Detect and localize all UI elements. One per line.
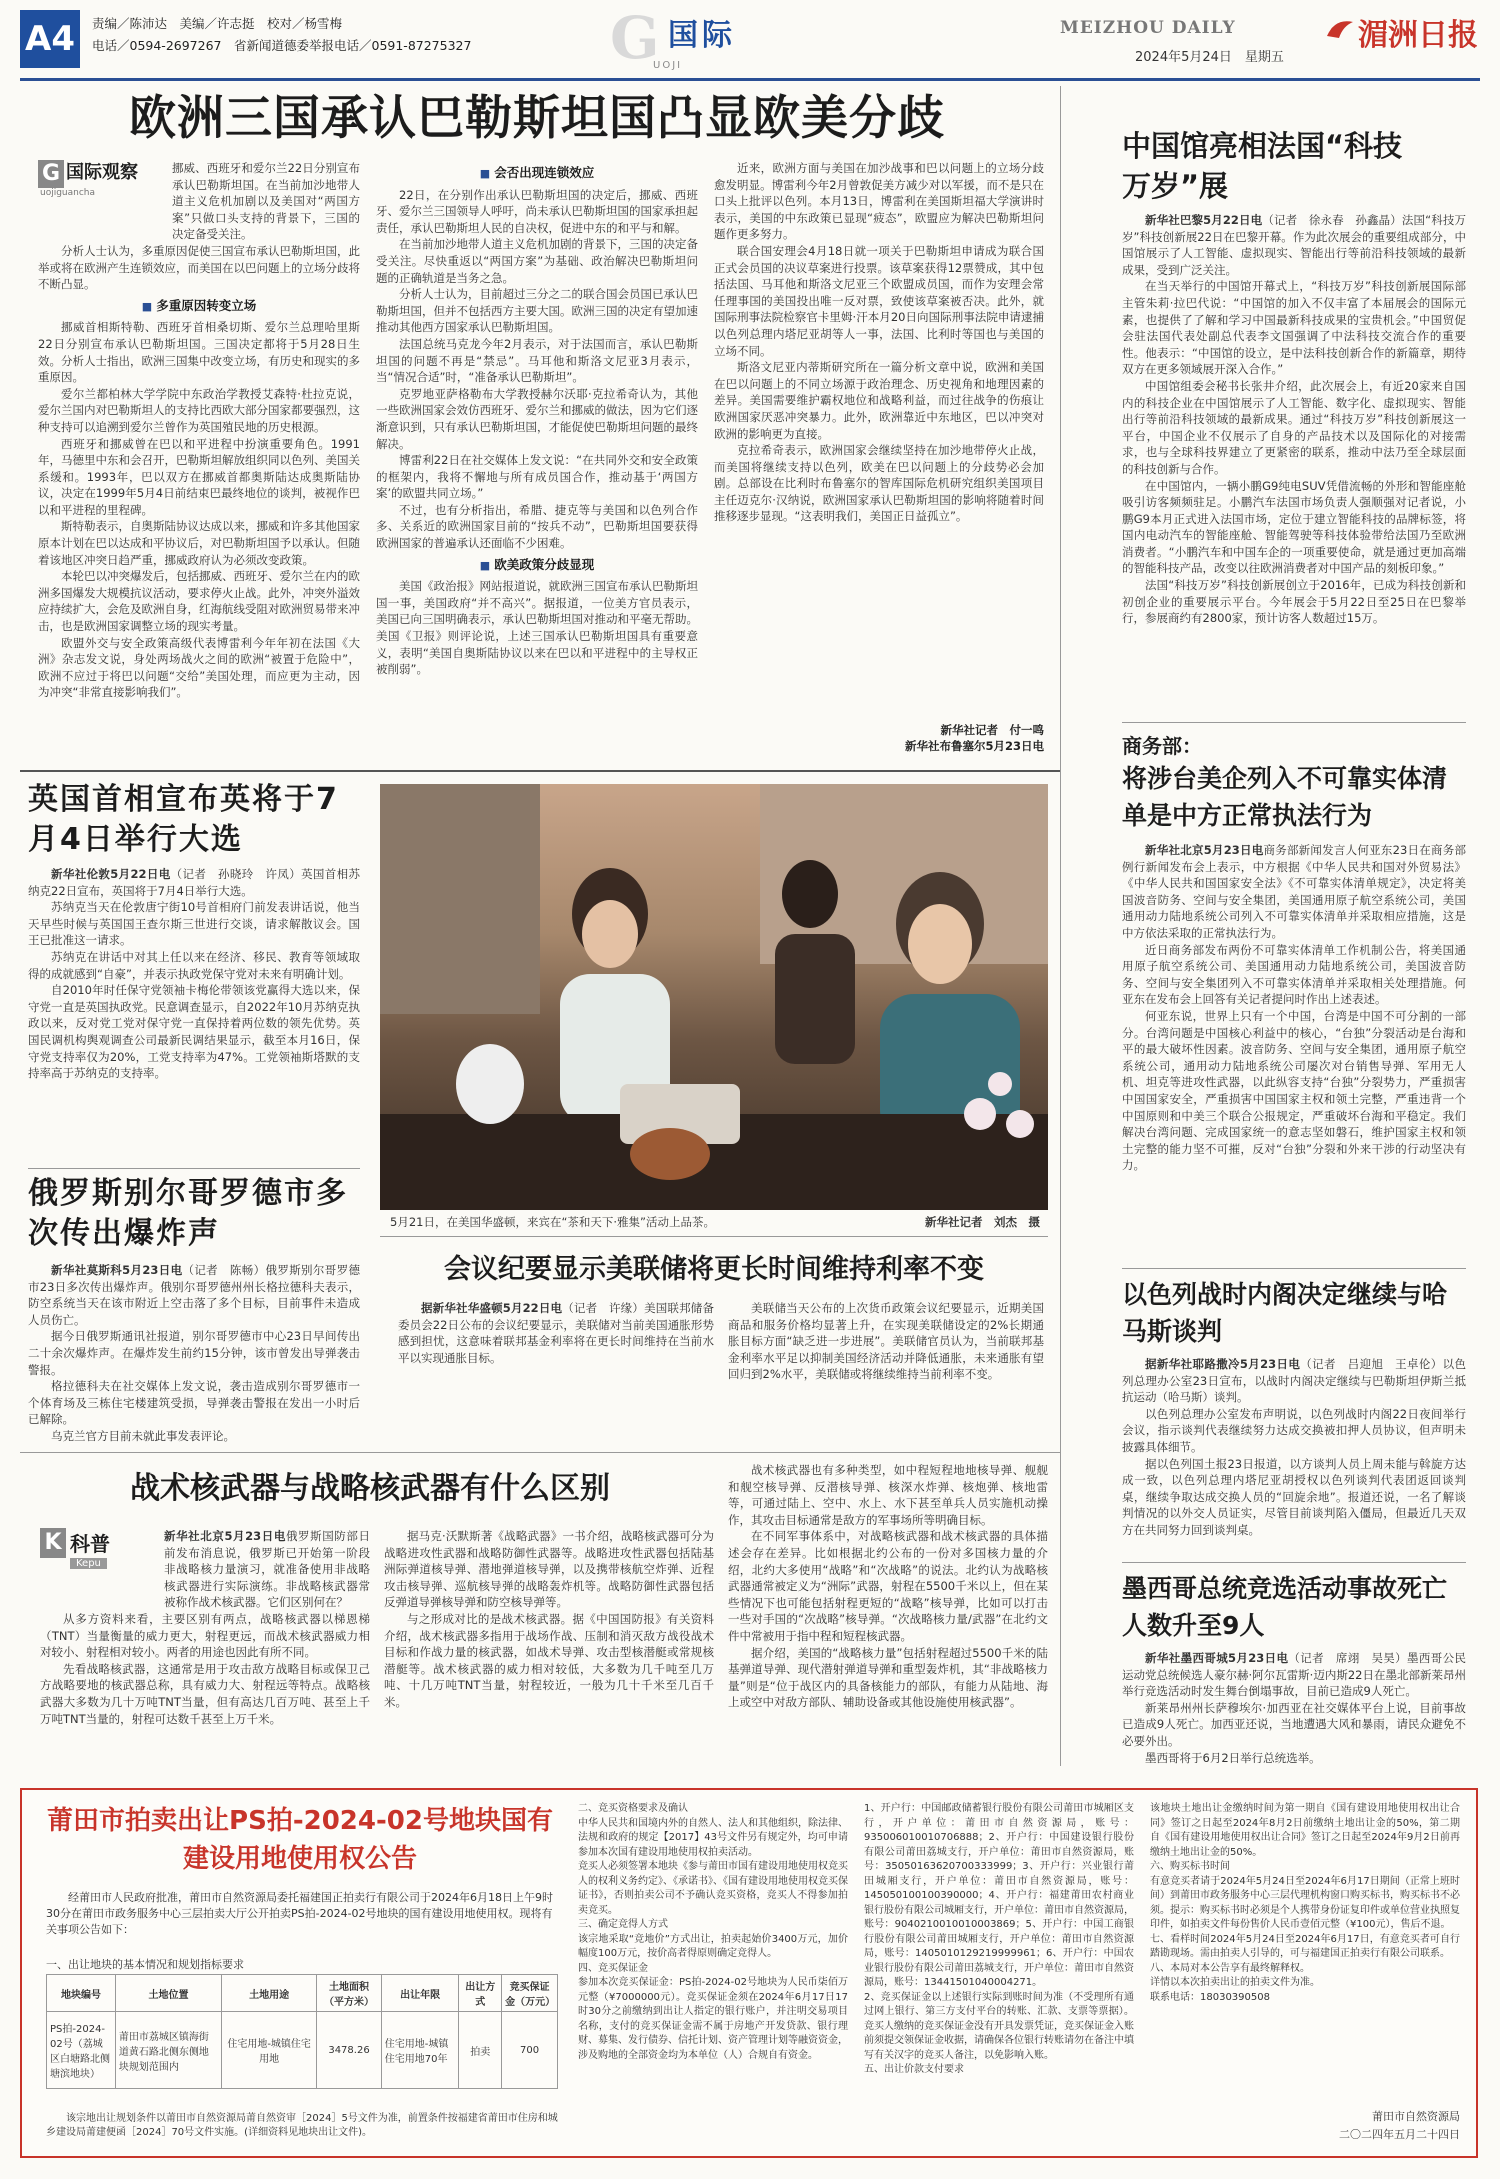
lead-col-1 (38, 160, 360, 760)
mexico-paragraph: 新莱昂州州长萨穆埃尔·加西亚在社交媒体平台上说，目前事故已造成9人死亡。加西亚还说，当地遭遇大风和暴雨，请民众避免不必要外出。 (1122, 1700, 1466, 1748)
lead-paragraph: 联合国安理会4月18日就一项关于巴勒斯坦申请成为联合国正式会员国的决议草案进行投票。该草案获得12票赞成，其中包括法国、马耳他和斯洛文尼亚三个欧盟成员国，而作为安理会常任理事国的美国投出唯一反对票，致使该草案被否决。此外，就国际刑事法院检察官卡里姆·汗本月20日向国际刑事法院申请逮捕以色列总理内塔尼亚胡等人一事，法国、比利时等国也与美国的立场不同。 (714, 243, 1044, 358)
china-pavilion-headline: 中国馆亮相法国“科技万岁”展 (1122, 129, 1403, 203)
table-header: 出让方式 (459, 1975, 502, 2012)
lead-headline: 欧洲三国承认巴勒斯坦国凸显欧美分歧 (129, 91, 945, 146)
uk-paragraph: 自2010年时任保守党领袖卡梅伦带领该党赢得大选以来，保守党一直是英国执政党。民意调查显示，自2022年10月苏纳克执政以来，反对党工党对保守党一直保持着两位数的领先优势。英国民调机构舆观调查公司最新民调结果显示，截至本月16日，保守党支持率仅为20%，工党支持率为47%。工党领袖斯塔默的支持率高于苏纳克的支持率。 (28, 983, 360, 1081)
uk-body: 新华社伦敦5月22日电（记者 孙晓玲 许凤）英国首相苏纳克22日宣布，英国将于7月4日举行大选。 苏纳克当天在伦敦唐宁街10号首相府门前发表讲话说，他当天早些时候与英国国王查尔斯三世进行交谈，请求解散议会。国王已批准这一请求。 苏纳克在讲话中对其上任以来在经济、移民、教育等领域取得的成就感到“自豪”，并表示执政党保守党对未来有明确计划。 自2010年时任保守党领袖卡梅伦带领该党赢得大选以来，保守党一直是英国执政党。民意调查显示，自2022年10月苏纳克执政以来，反对党工党对保守党一直保持着两位数的领先优势。英国民调机构舆观调查公司最新民调结果显示，截至本月16日，保守党支持率仅为20%，工党支持率为47%。工党领袖斯塔默的支持率高于苏纳克的支持率。 (28, 867, 360, 1081)
land-auction-notice (20, 1788, 1478, 2158)
lead-paragraph: 在当前加沙地带人道主义危机加剧的背景下，三国的决定备受关注。尽快重返以“两国方案”为基础、政治解决巴勒斯坦问题的正确轨道是当务之急。 (376, 237, 698, 285)
lead-paragraph: 西班牙和挪威曾在巴以和平进程中扮演重要角色。1991年，马德里中东和会召开，巴勒斯坦解放组织同以色列、美国关系缓和。1993年，巴以双方在挪威首都奥斯陆达成奥斯陆协议，决定在1999年5月4日前结束巴最终地位的谈判，被视作巴以和平进程的里程碑。 (38, 436, 360, 517)
nuke-paragraph: 据马克·沃默斯著《战略武器》一书介绍，战略核武器可分为战略进攻性武器和战略防御性武器等。战略进攻性武器包括陆基洲际弹道核导弹、潜地弹道核导弹，以及携带核航空炸弹、近程攻击核导弹、巡航核导弹的战略轰炸机等。战略防御性武器包括反弹道导弹核导弹和防空核导弹等。 (384, 1529, 714, 1610)
notice-col-3: 1、开户行：中国邮政储蓄银行股份有限公司莆田市城厢区支行，开户单位：莆田市自然资源局，账号：935006010010706888；2、开户行：中国建设银行股份有限公司莆田荔城支行，开户单位：莆田市自然资源局，账号：35050163620700333999；3、开户行：兴业银行莆田城厢支行，开户单位：莆田市自然资源局，账号：145050100100390000；4、开户行：福建莆田农村商业银行股份有限公司城厢支行，开户单位：莆田市自然资源局，账号：9040210010010003869；5、开户行：中国工商银行股份有限公司莆田城厢支行，开户单位：莆田市自然资源局，账号：1405010129219999961；6、开户行：中国农业银行股份有限公司莆田荔城支行，开户单位：莆田市自然资源局，账号：13441501040004271。 2、竞买保证金以上述银行实际到账时间为准（不受理所有通过网上银行、第三方支付平台的转账、汇款、支票等票据）。竞买人缴纳的竞买保证金没有开具发票凭证，竞买保证金入账前须提交领保证金收据，请确保各位银行转账请勿在备注中填写有关汉字的竞买人备注，以免影响入账。 五、出让价款支付要求 (864, 1803, 1134, 2075)
lead-paragraph: 斯特勒表示，自奥斯陆协议达成以来，挪威和许多其他国家原本计划在巴以达成和平协议后，对巴勒斯坦国予以承认。但随着该地区冲突日趋严重，挪威政府认为必须改变政策。 (38, 519, 360, 567)
pavilion-paragraph: 在中国馆内，一辆小鹏G9纯电SUV凭借流畅的外形和智能座舱吸引访客频频驻足。小鹏汽车法国市场负责人强顺强对记者说，小鹏G9本月正式进入法国市场，定位于建立智能科技的品牌标签，将国内电动汽车的智能座舱、智能驾驶等科技体验带给法国乃至欧洲消费者。“小鹏汽车和中国车企的一项重要使命，就是通过更加高端的智能科技产品，改变以往欧洲消费者对中国产品的刻板印象。” (1122, 478, 1466, 576)
fed-headline: 会议纪要显示美联储将更长时间维持利率不变 (444, 1254, 984, 1285)
israel-paragraph: 据以色列国土报23日报道，以方谈判人员上周未能与斡旋方达成一致，以色列总理内塔尼亚胡授权以色列谈判代表团返回谈判桌，继续争取达成交换人员的“回旋余地”。报道还说，一名了解谈判情况的以外交人员证实，尽管目前谈判陷入僵局，但最近几天双方在共同努力回到谈判桌。 (1122, 1456, 1466, 1537)
notice-section1: 一、出让地块的基本情况和规划指标要求 (46, 1958, 244, 1971)
right-column-divider (1060, 86, 1061, 1766)
mofcom-headline: 将涉台美企列入不可靠实体清单是中方正常执法行为 (1122, 764, 1448, 830)
table-header: 土地位置 (115, 1975, 221, 2012)
notice-footnote: 该宗地出让规划条件以莆田市自然资源局莆自然资审［2024］5号文件为准，前置条件按福建省莆田市住房和城乡建设局莆建便函［2024］70号文件实施。(详细资料见地块出让文件)。 (46, 2113, 558, 2138)
table-header: 土地用途 (222, 1975, 317, 2012)
nuke-col-3 (728, 1462, 1048, 1780)
notice-intro: 经莆田市人民政府批准，莆田市自然资源局委托福建国正拍卖行有限公司于2024年6月18日上午9时30分在莆田市政务服务中心三层拍卖大厅公开拍卖PS拍-2024-02号地块的国有建设用地使用权。现将有关事项公告如下： (46, 1891, 553, 1936)
paper-name-cn: 湄洲日报 (1358, 18, 1478, 53)
page-number-block: A4 (20, 10, 80, 68)
lead-subhead: ■ 多重原因转变立场 (38, 298, 360, 316)
russia-paragraph: 据今日俄罗斯通讯社报道，别尔哥罗德市中心23日早间传出二十余次爆炸声。在爆炸发生前约15分钟，该市曾发出导弹袭击警报。 (28, 1329, 360, 1377)
israel-paragraph: 以色列总理办公室发布声明说，以色列战时内阁22日夜间举行会议，指示谈判代表继续努力达成交换被扣押人员协议，但声明未披露具体细节。 (1122, 1406, 1466, 1454)
russia-body: 新华社莫斯科5月23日电（记者 陈畅）俄罗斯别尔哥罗德市23日多次传出爆炸声。俄别尔哥罗德州州长格拉德科夫表示，防空系统当天在该市附近上空击落了多个目标，目前事件未造成人员伤亡。 据今日俄罗斯通讯社报道，别尔哥罗德市中心23日早间传出二十余次爆炸声。在爆炸发生前约15分钟，该市曾发出导弹袭击警报。 格拉德科夫在社交媒体上发文说，袭击造成别尔哥罗德市一个体育场及三栋住宅楼建筑受损，导弹袭击警报在发出一小时后已解除。 乌克兰官方目前未就此事发表评论。 (28, 1263, 360, 1443)
newspaper-logo-icon (1325, 16, 1355, 44)
section-letter-logo: G (610, 4, 660, 72)
section-pinyin: UOJI (653, 60, 683, 71)
notice-col-4: 该地块土地出让金缴纳时间为第一期自《国有建设用地使用权出让合同》签订之日起至2024年8月2日前缴纳土地出让金的50%，第二期自《国有建设用地使用权出让合同》签订之日起至2024年9月2日前再缴纳土地出让金的50%。 六、购买标书时间 有意竞买者请于2024年5月24日至2024年6月17日期间（正常上班时间）到莆田市政务服务中心三层代理机构窗口购买标书，购买标书不必须。提示：购买标书时必须是个人携带身份证复印件或单位营业执照复印件，如拍卖文件每份售价人民币壹佰元整（¥100元），售后不退。 七、看样时间2024年5月24日至2024年6月17日，有意竞买者可自行踏勘现场。需由拍卖人引导的，可与福建国正拍卖行有限公司联系。 八、本局对本公告享有最终解释权。 详情以本次拍卖出让的拍卖文件为准。 联系电话：18030390508 (1150, 1803, 1460, 2003)
lead-paragraph: 分析人士认为，目前超过三分之二的联合国会员国已承认巴勒斯坦国，但并不包括西方主要大国。欧洲三国的决定有望加速推动其他西方国家承认巴勒斯坦国。 (376, 287, 698, 335)
lead-paragraph: 斯洛文尼亚内蒂斯研究所在一篇分析文章中说，欧洲和美国在巴以问题上的不同立场源于政治理念、历史视角和地理因素的差异。美国需要维护霸权地位和战略利益，而过往战争的伤痕让欧洲国家厌恶冲突暴力。此外，欧洲靠近中东地区，巴以冲突对欧洲的影响更为直接。 (714, 360, 1044, 441)
lead-paragraph: 挪威首相斯特勒、西班牙首相桑切斯、爱尔兰总理哈里斯22日分别宣布承认巴勒斯坦国。三国决定都将于5月28日生效。分析人士指出，欧洲三国集中改变立场，有历史和现实的多重原因。 (38, 320, 360, 385)
table-header: 竞买保证金（万元） (502, 1975, 558, 2012)
fed-divider (20, 1452, 1060, 1453)
lead-paragraph: 美国《政治报》网站报道说，就欧洲三国宣布承认巴勒斯坦国一事，美国政府“并不高兴”。据报道，一位美方官员表示，美国已向三国明确表示，承认巴勒斯坦国对推动和平毫无帮助。美国《卫报》则评论说，上述三国承认巴勒斯坦国具有重要意义，表明“美国自奥斯陆协议以来在巴以和平进程中的主导权正被削弱”。 (376, 579, 698, 677)
mexico-paragraph: 墨西哥将于6月2日举行总统选举。 (1145, 1750, 1321, 1765)
lead-bottom-divider (20, 770, 1060, 772)
notice-title: 莆田市拍卖出让PS拍-2024-02号地块国有建设用地使用权公告 (47, 1806, 553, 1874)
nuke-paragraph: 先看战略核武器，这通常是用于攻击敌方战略目标或保卫己方战略要地的核武器总称，具有威力大、射程远等特点。战略核武器大多数为几十万吨TNT当量，但有高达几百万吨、甚至上千万吨TNT当量的，射程可达数千甚至上万千米。 (40, 1661, 370, 1726)
lead-paragraph: 欧盟外交与安全政策高级代表博雷利今年年初在法国《大洲》杂志发文说，身处两场战火之间的欧洲“被置于危险中”，欧洲不应过于将巴以问题“交给”美国处理，而应更为主动，因为冲突“非常直接影响我们”。 (38, 635, 360, 700)
photo-divider (380, 1236, 1048, 1237)
uk-paragraph: 苏纳克在讲话中对其上任以来在经济、移民、教育等领域取得的成就感到“自豪”，并表示执政党保守党对未来有明确计划。 (28, 949, 360, 981)
uk-headline: 英国首相宣布英将于7月4日举行大选 (28, 782, 339, 857)
lead-paragraph: 分析人士认为，多重原因促使三国宣布承认巴勒斯坦国，此举或将在欧洲产生连锁效应，而美国在以巴问题上的立场分歧将不断凸显。 (38, 243, 360, 292)
photo-caption: 5月21日，在美国华盛顿，来宾在“茶和天下·雅集”活动上品茶。 新华社记者 刘杰 摄 (390, 1215, 1040, 1229)
israel-headline: 以色列战时内阁决定继续与哈马斯谈判 (1122, 1280, 1448, 1346)
land-parcel-table (46, 1974, 558, 2089)
table-header: 地块编号 (47, 1975, 116, 2012)
russia-paragraph: 格拉德科夫在社交媒体上发文说，袭击造成别尔哥罗德市一个体育场及三栋住宅楼建筑受损，导弹袭击警报在发出一小时后已解除。 (28, 1379, 360, 1427)
lead-intro: 挪威、西班牙和爱尔兰22日分别宣布承认巴勒斯坦国。在当前加沙地带人道主义危机加剧以及美国对“两国方案”只做口头支持的背景下，三国的决定备受关注。 (172, 161, 360, 242)
right-divider-3 (1122, 1562, 1466, 1563)
lead-paragraph: 克罗地亚萨格勒布大学教授赫尔沃耶·克拉希奇认为，其他一些欧洲国家会效仿西班牙、爱尔兰和挪威的做法，因为它们逐渐意识到，只有承认巴勒斯坦国，才能促使巴勒斯坦问题的最终解决。 (376, 386, 698, 451)
issue-date: 2024年5月24日 星期五 (1135, 50, 1284, 65)
uk-divider (28, 1168, 360, 1169)
phone-line: 电话／0594-2697267 省新闻道德委举报电话／0591-87275327 (92, 38, 472, 53)
lead-col-2 (376, 160, 698, 760)
lead-byline: 新华社记者 付一鸣 新华社布鲁塞尔5月23日电 (904, 723, 1044, 753)
table-header: 土地面积（平方米） (317, 1975, 382, 2012)
paper-name-en: MEIZHOU DAILY (1060, 18, 1236, 38)
table-row: PS拍-2024-02号（荔城区白塘路北侧塘滨地块） 莆田市荔城区镇海街道黄石路北侧东侧地块规划范围内 住宅用地-城镇住宅用地 3478.26 住宅用地-城镇住宅用地70年 拍卖 700 (47, 2012, 558, 2089)
lead-paragraph: 法国总统马克龙今年2月表示，对于法国而言，承认巴勒斯坦国的问题不再是“禁忌”。马耳他和斯洛文尼亚3月表示，当“情况合适”时，“准备承认巴勒斯坦”。 (376, 336, 698, 385)
column-tag: G 国际观察 uojiguancha (40, 161, 138, 198)
china-pavilion-body: 新华社巴黎5月22日电（记者 徐永春 孙鑫晶）法国“科技万岁”科技创新展22日在巴黎开幕。作为此次展会的重要组成部分，中国馆展示了人工智能、虚拟现实、智能出行等前沿科技领域的最新成果，受到广泛关注。 在当天举行的中国馆开幕式上，“科技万岁”科技创新展国际部主管朱莉·拉巴代说：“中国馆的加入不仅丰富了本届展会的国际元素，也提供了了解和学习中国最新科技成果的宝贵机会。”中国贸促会驻法国代表处副总代表李文国强调了中法科技交流合作的重要性。他表示：“中国馆的设立，是中法科技创新合作的新篇章，期待双方在更多领域展开深入合作。” 中国馆组委会秘书长张井介绍，此次展会上，有近20家来自国内的科技企业在中国馆展示了人工智能、数字化、虚拟现实、智能出行等前沿科技领域的最新成果。通过“科技万岁”科技创新展这一平台，中国企业不仅展示了自身的产品技术以及国际化的对接需求，也与全球科技界建立了更紧密的联系，推动中法乃至全球层面的科技创新与合作。 在中国馆内，一辆小鹏G9纯电SUV凭借流畅的外形和智能座舱吸引访客频频驻足。小鹏汽车法国市场负责人强顺强对记者说，小鹏G9本月正式进入法国市场，定位于建立智能科技的品牌标签，将国内电动汽车的智能座舱、智能驾驶等科技体验带给法国乃至欧洲消费者。“小鹏汽车和中国车企的一项重要使命，就是通过更加高端的智能科技产品，改变以往欧洲消费者对中国产品的刻板印象。” 法国“科技万岁”科技创新展创立于2016年，已成为科技创新和初创企业的重要展示平台。今年展会于5月22日至25日在巴黎举行，参展商约有2800家，预计访客人数超过15万。 (1122, 213, 1466, 626)
notice-issue-date: 二〇二四年五月二十四日 (1339, 2128, 1460, 2141)
nuke-col-1: 新华社北京5月23日电俄罗斯国防部日前发布消息说，俄罗斯已开始第一阶段非战略核力量演习，就准备使用非战略核武器进行实际演练。非战略核武器常被称作战术核武器。它们区别何在？ 从多方资料来看，主要区别有两点，战略核武器以梯恩梯（TNT）当量衡量的威力更大，射程更远，而战术核武器威力相对较小、射程相对较小。两者的用途也因此有所不同。 先看战略核武器，这通常是用于攻击敌方战略目标或保卫己方战略要地的核武器总称，具有威力大、射程远等特点。战略核武器大多数为几十万吨TNT当量，但有高达几百万吨、甚至上千万吨TNT当量的，射程可达数千甚至上万千米。 (40, 1529, 370, 1726)
right-divider-1 (1122, 722, 1466, 723)
lead-paragraph: 爱尔兰都柏林大学学院中东政治学教授艾森特·杜拉克说，爱尔兰国内对巴勒斯坦人的支持比西欧大部分国家都要强烈，这种支持可以追溯到爱尔兰曾作为英国殖民地的历史根源。 (38, 386, 360, 434)
kepu-column-tag: K 科普 Kepu (40, 1528, 160, 1578)
section-name: 国际 (668, 18, 736, 53)
pavilion-paragraph: 在当天举行的中国馆开幕式上，“科技万岁”科技创新展国际部主管朱莉·拉巴代说：“中国馆的加入不仅丰富了本届展会的国际元素，也提供了了解和学习中国最新科技成果的宝贵机会。”中国贸促会驻法国代表处副总代表李文国强调了中法科技交流合作的重要性。他表示：“中国馆的设立，是中法科技创新合作的新篇章，期待双方在更多领域展开深入合作。” (1122, 279, 1466, 377)
notice-issuer: 莆田市自然资源局 (1372, 2110, 1460, 2123)
russia-headline: 俄罗斯别尔哥罗德市多次传出爆炸声 (28, 1176, 348, 1251)
israel-body: 据新华社耶路撒冷5月23日电（记者 吕迎旭 王卓伦）以色列总理办公室23日宣布，以战时内阁决定继续与巴勒斯坦伊斯兰抵抗运动（哈马斯）谈判。 以色列总理办公室发布声明说，以色列战时内阁22日夜间举行会议，指示谈判代表继续努力达成交换被扣押人员协议，但声明未披露具体细节。 据以色列国土报23日报道，以方谈判人员上周未能与斡旋方达成一致，以色列总理内塔尼亚胡授权以色列谈判代表团返回谈判桌，继续争取达成交换人员的“回旋余地”。报道还说，一名了解谈判情况的以外交人员证实，尽管目前谈判陷入僵局，但最近几天双方在共同努力回到谈判桌。 (1122, 1357, 1466, 1537)
russia-paragraph: 乌克兰官方目前未就此事发表评论。 (51, 1428, 235, 1443)
nuke-paragraph: 战术核武器也有多种类型，如中程短程地地核导弹、舰舰和舰空核导弹、反潜核导弹、核深水炸弹、核炮弹、核地雷等，可通过陆上、空中、水上、水下甚至单兵人员实施机动操作，其攻击目标通常是敌方的军事场所等明确目标。 (728, 1463, 1048, 1527)
nuke-paragraph: 与之形成对比的是战术核武器。据《中国国防报》有关资料介绍，战术核武器多指用于战场作战、压制和消灭敌方战役战术目标和作战力量的核武器，如战术导弹、攻击型核潜艇或常规核潜艇等。战术核武器的威力相对较低，大多数为几千吨至几万吨、十几万吨TNT当量，射程较近，一般为几十千米至几百千米。 (384, 1611, 714, 1709)
lead-paragraph: 22日，在分别作出承认巴勒斯坦国的决定后，挪威、西班牙、爱尔兰三国领导人呼吁，尚未承认巴勒斯坦国的国家承担起责任，承认巴勒斯坦人民的自决权，促进中东的和平与和解。 (376, 187, 698, 235)
mofcom-paragraph: 近日商务部发布两份不可靠实体清单工作机制公告，将美国通用原子航空系统公司、美国通用动力陆地系统公司，美国波音防务、空间与安全集团列入不可靠实体清单并采取相关处理措施。何亚东在发布会上回答有关记者提问时作出上述表述。 (1122, 942, 1466, 1007)
uk-paragraph: 苏纳克当天在伦敦唐宁街10号首相府门前发表讲话说，他当天早些时候与英国国王查尔斯三世进行交谈，请求解散议会。国王已批准这一请求。 (28, 900, 360, 948)
lead-subhead: ■ 欧美政策分歧显现 (376, 557, 698, 575)
lead-paragraph: 博雷利22日在社交媒体上发文说：“在共同外交和安全政策的框架内，我将不懈地与所有成员国合作，推动基于‘两国方案’的欧盟共同立场。” (376, 453, 698, 501)
nuke-col-2 (384, 1528, 714, 1778)
lead-col-3 (714, 160, 1044, 720)
fed-col-2: 美联储当天公布的上次货币政策会议纪要显示，近期美国商品和服务价格均显著上升，在实现美联储设定的2%长期通胀目标方面“缺乏进一步进展”。美联储官员认为，当前联邦基金利率水平足以抑制美国经济活动并降低通胀，未来通胀有望回归到2%水平，美联储或将继续维持当前利率不变。 (728, 1301, 1044, 1382)
pavilion-paragraph: 中国馆组委会秘书长张井介绍，此次展会上，有近20家来自国内的科技企业在中国馆展示了人工智能、数字化、虚拟现实、智能出行等前沿科技领域的最新成果。通过“科技万岁”科技创新展这一平台，中国企业不仅展示了自身的产品技术以及国际化的对接需求，也与全球科技界建立了更紧密的联系，推动中法乃至全球层面的科技创新与合作。 (1122, 378, 1466, 476)
pavilion-paragraph: 法国“科技万岁”科技创新展创立于2016年，已成为科技创新和初创企业的重要展示平台。今年展会于5月22日至25日在巴黎举行，参展商约有2800家，预计访客人数超过15万。 (1122, 578, 1466, 626)
nuke-paragraph: 据介绍，美国的“战略核力量”包括射程超过5500千米的陆基弹道导弹、现代潜射弹道导弹和重型轰炸机，其“非战略核力量”则是“位于战区内的具备核能力的部队，有能力从陆地、海上或空中对敌方部队、辅助设备或其他设施使用核武器”。 (728, 1645, 1048, 1710)
mexico-body: 新华社墨西哥城5月23日电（记者 席翊 吴昊）墨西哥公民运动党总统候选人豪尔赫·阿尔瓦雷斯·迈内斯22日在墨北部新莱昂州举行竞选活动时发生舞台倒塌事故，目前已造成9人死亡。 新莱昂州州长萨穆埃尔·加西亚在社交媒体平台上说，目前事故已造成9人死亡。加西亚还说，当地遭遇大风和暴雨，请民众避免不必要外出。 墨西哥将于6月2日举行总统选举。 (1122, 1651, 1466, 1765)
right-divider-2 (1122, 1268, 1466, 1269)
nuke-headline: 战术核武器与战略核武器有什么区别 (130, 1471, 610, 1506)
mofcom-body: 新华社北京5月23日电商务部新闻发言人何亚东23日在商务部例行新闻发布会上表示，中方根据《中华人民共和国对外贸易法》《中华人民共和国国家安全法》《不可靠实体清单规定》，决定将美国波音防务、空间与安全集团，美国通用原子航空系统公司，美国通用动力陆地系统公司列入不可靠实体清单并采取相应措施，这是中方依法采取的正常执法行为。 近日商务部发布两份不可靠实体清单工作机制公告，将美国通用原子航空系统公司、美国通用动力陆地系统公司，美国波音防务、空间与安全集团列入不可靠实体清单并采取相关处理措施。何亚东在发布会上回答有关记者提问时作出上述表述。 何亚东说，世界上只有一个中国，台湾是中国不可分割的一部分。台湾问题是中国核心利益中的核心，“台独”分裂活动是台海和平的最大破坏性因素。波音防务、空间与安全集团，通用原子航空系统公司，通用动力陆地系统公司屡次对台销售导弹、军用无人机、坦克等进攻性武器，以此纵容支持“台独”分裂势力，严重损害中国国家安全，严重损害中国国家主权和领土完整，严重违背一个中国原则和中美三个联合公报规定，严重破坏台海和平稳定。我们解决台湾问题、完成国家统一的意志坚如磐石，维护国家主权和领土完整的能力坚不可摧，反对“台独”分裂和外来干涉的行动坚决有力。 (1122, 843, 1466, 1173)
masthead-divider (20, 78, 1480, 81)
nuke-paragraph: 从多方资料来看，主要区别有两点，战略核武器以梯恩梯（TNT）当量衡量的威力更大，射程更远，而战术核武器威力相对较小、射程相对较小。两者的用途也因此有所不同。 (40, 1611, 370, 1660)
nuke-paragraph: 在不同军事体系中，对战略核武器和战术核武器的具体描述会存在差异。比如根据北约公布的一份对多国核力量的介绍，北约大多使用“战略”和“次战略”的说法。北约认为战略核武器通常被定义为“洲际”武器，射程在5500千米以上，但在某些情况下也可能包括射程更短的“战略”核导弹，比如可以打击一些对手国的“次战略”核导弹。“次战略核力量/武器”在北约文件中常被用于指中程和短程核武器。 (728, 1529, 1048, 1643)
lead-paragraph: 本轮巴以冲突爆发后，包括挪威、西班牙、爱尔兰在内的欧洲多国爆发大规模抗议活动，要求停火止战。此外，冲突外溢效应持续扩大，会危及欧洲自身，红海航线受阻对欧洲贸易带来冲击，也是欧洲国家调整立场的现实考量。 (38, 569, 360, 634)
notice-col-2: 二、竞买资格要求及确认 中华人民共和国境内外的自然人、法人和其他组织，除法律、法规和政府的规定【2017】43号文件另有规定外，均可申请参加本次国有建设用地使用权拍卖活动。 竞买人必须签署本地块《参与莆田市国有建设用地使用权竞买人的权利义务约定》、《承诺书》、《国有建设用地使用权竞买保证书》，否则拍卖公司不予确认竞买资格，竞买人不得参加拍卖竞买。 三、确定竞得人方式 该宗地采取“竞地价”方式出让，拍卖起始价3400万元，加价幅度100万元，按价高者得原则确定竞得人。 四、竞买保证金 参加本次竞买保证金：PS拍-2024-02号地块为人民币柒佰万元整（¥7000000元）。竞买保证金须在2024年6月17日17时30分之前缴纳到出让人指定的银行账户，并注明交易项目名称，支付的竞买保证金需不属于房地产开发贷款、银行理财、募集、发行债券、信托计划、资产管理计划等融资资金，涉及购地的全部资金均为本单位（人）合规自有资金。 (578, 1803, 848, 2061)
mofcom-paragraph: 何亚东说，世界上只有一个中国，台湾是中国不可分割的一部分。台湾问题是中国核心利益中的核心，“台独”分裂活动是台海和平的最大破坏性因素。波音防务、空间与安全集团，通用原子航空系统公司，通用动力陆地系统公司屡次对台销售导弹、军用无人机、坦克等进攻性武器，以此纵容支持“台独”分裂势力，严重损害中国国家安全，严重损害中国国家主权和领土完整，严重违背一个中国原则和中美三个联合公报规定，严重破坏台海和平稳定。我们解决台湾问题、完成国家统一的意志坚如磐石，维护国家主权和领土完整的能力坚不可摧，反对“台独”分裂和外来干涉的行动坚决有力。 (1122, 1008, 1466, 1173)
fed-col-1: 据新华社华盛顿5月22日电（记者 许缘）美国联邦储备委员会22日公布的会议纪要显示，美联储对当前美国通胀形势感到担忧，这意味着联邦基金利率将在更长时间维持在当前水平以实现通胀目标。 (398, 1301, 714, 1365)
news-photo (380, 784, 1048, 1210)
table-header: 出让年限 (381, 1975, 459, 2012)
lead-paragraph: 克拉希奇表示，欧洲国家会继续坚持在加沙地带停火止战，而美国将继续支持以色列，欧美在巴以问题上的分歧势必会加剧。总部设在比利时布鲁塞尔的智库国际危机研究组织美国项目主任迈克尔·汉纳说，欧洲国家承认巴勒斯坦国的影响将随着时间推移逐步显现。“这表明我们，美国正日益孤立”。 (714, 443, 1044, 524)
lead-subhead: ■ 会否出现连锁效应 (376, 165, 698, 183)
lead-paragraph: 不过，也有分析指出，希腊、捷克等与美国和以色列合作多、关系近的欧洲国家目前的“按兵不动”，巴勒斯坦国要获得欧洲国家的普遍承认还面临不少困难。 (376, 502, 698, 551)
mexico-headline: 墨西哥总统竞选活动事故死亡人数升至9人 (1122, 1574, 1448, 1640)
lead-paragraph: 近来，欧洲方面与美国在加沙战事和巴以问题上的立场分歧愈发明显。博雷利今年2月曾敦促美方减少对以军援，而不是只在口头上批评以色列。本月13日，博雷利在美国斯坦福大学演讲时表示，美国的中东政策已显现“疲态”，欧盟应为解决巴勒斯坦问题作更多努力。 (714, 161, 1044, 242)
mofcom-kicker: 商务部： (1122, 734, 1202, 758)
editors-line: 责编／陈沛达 美编／许志挺 校对／杨雪梅 (92, 16, 343, 31)
